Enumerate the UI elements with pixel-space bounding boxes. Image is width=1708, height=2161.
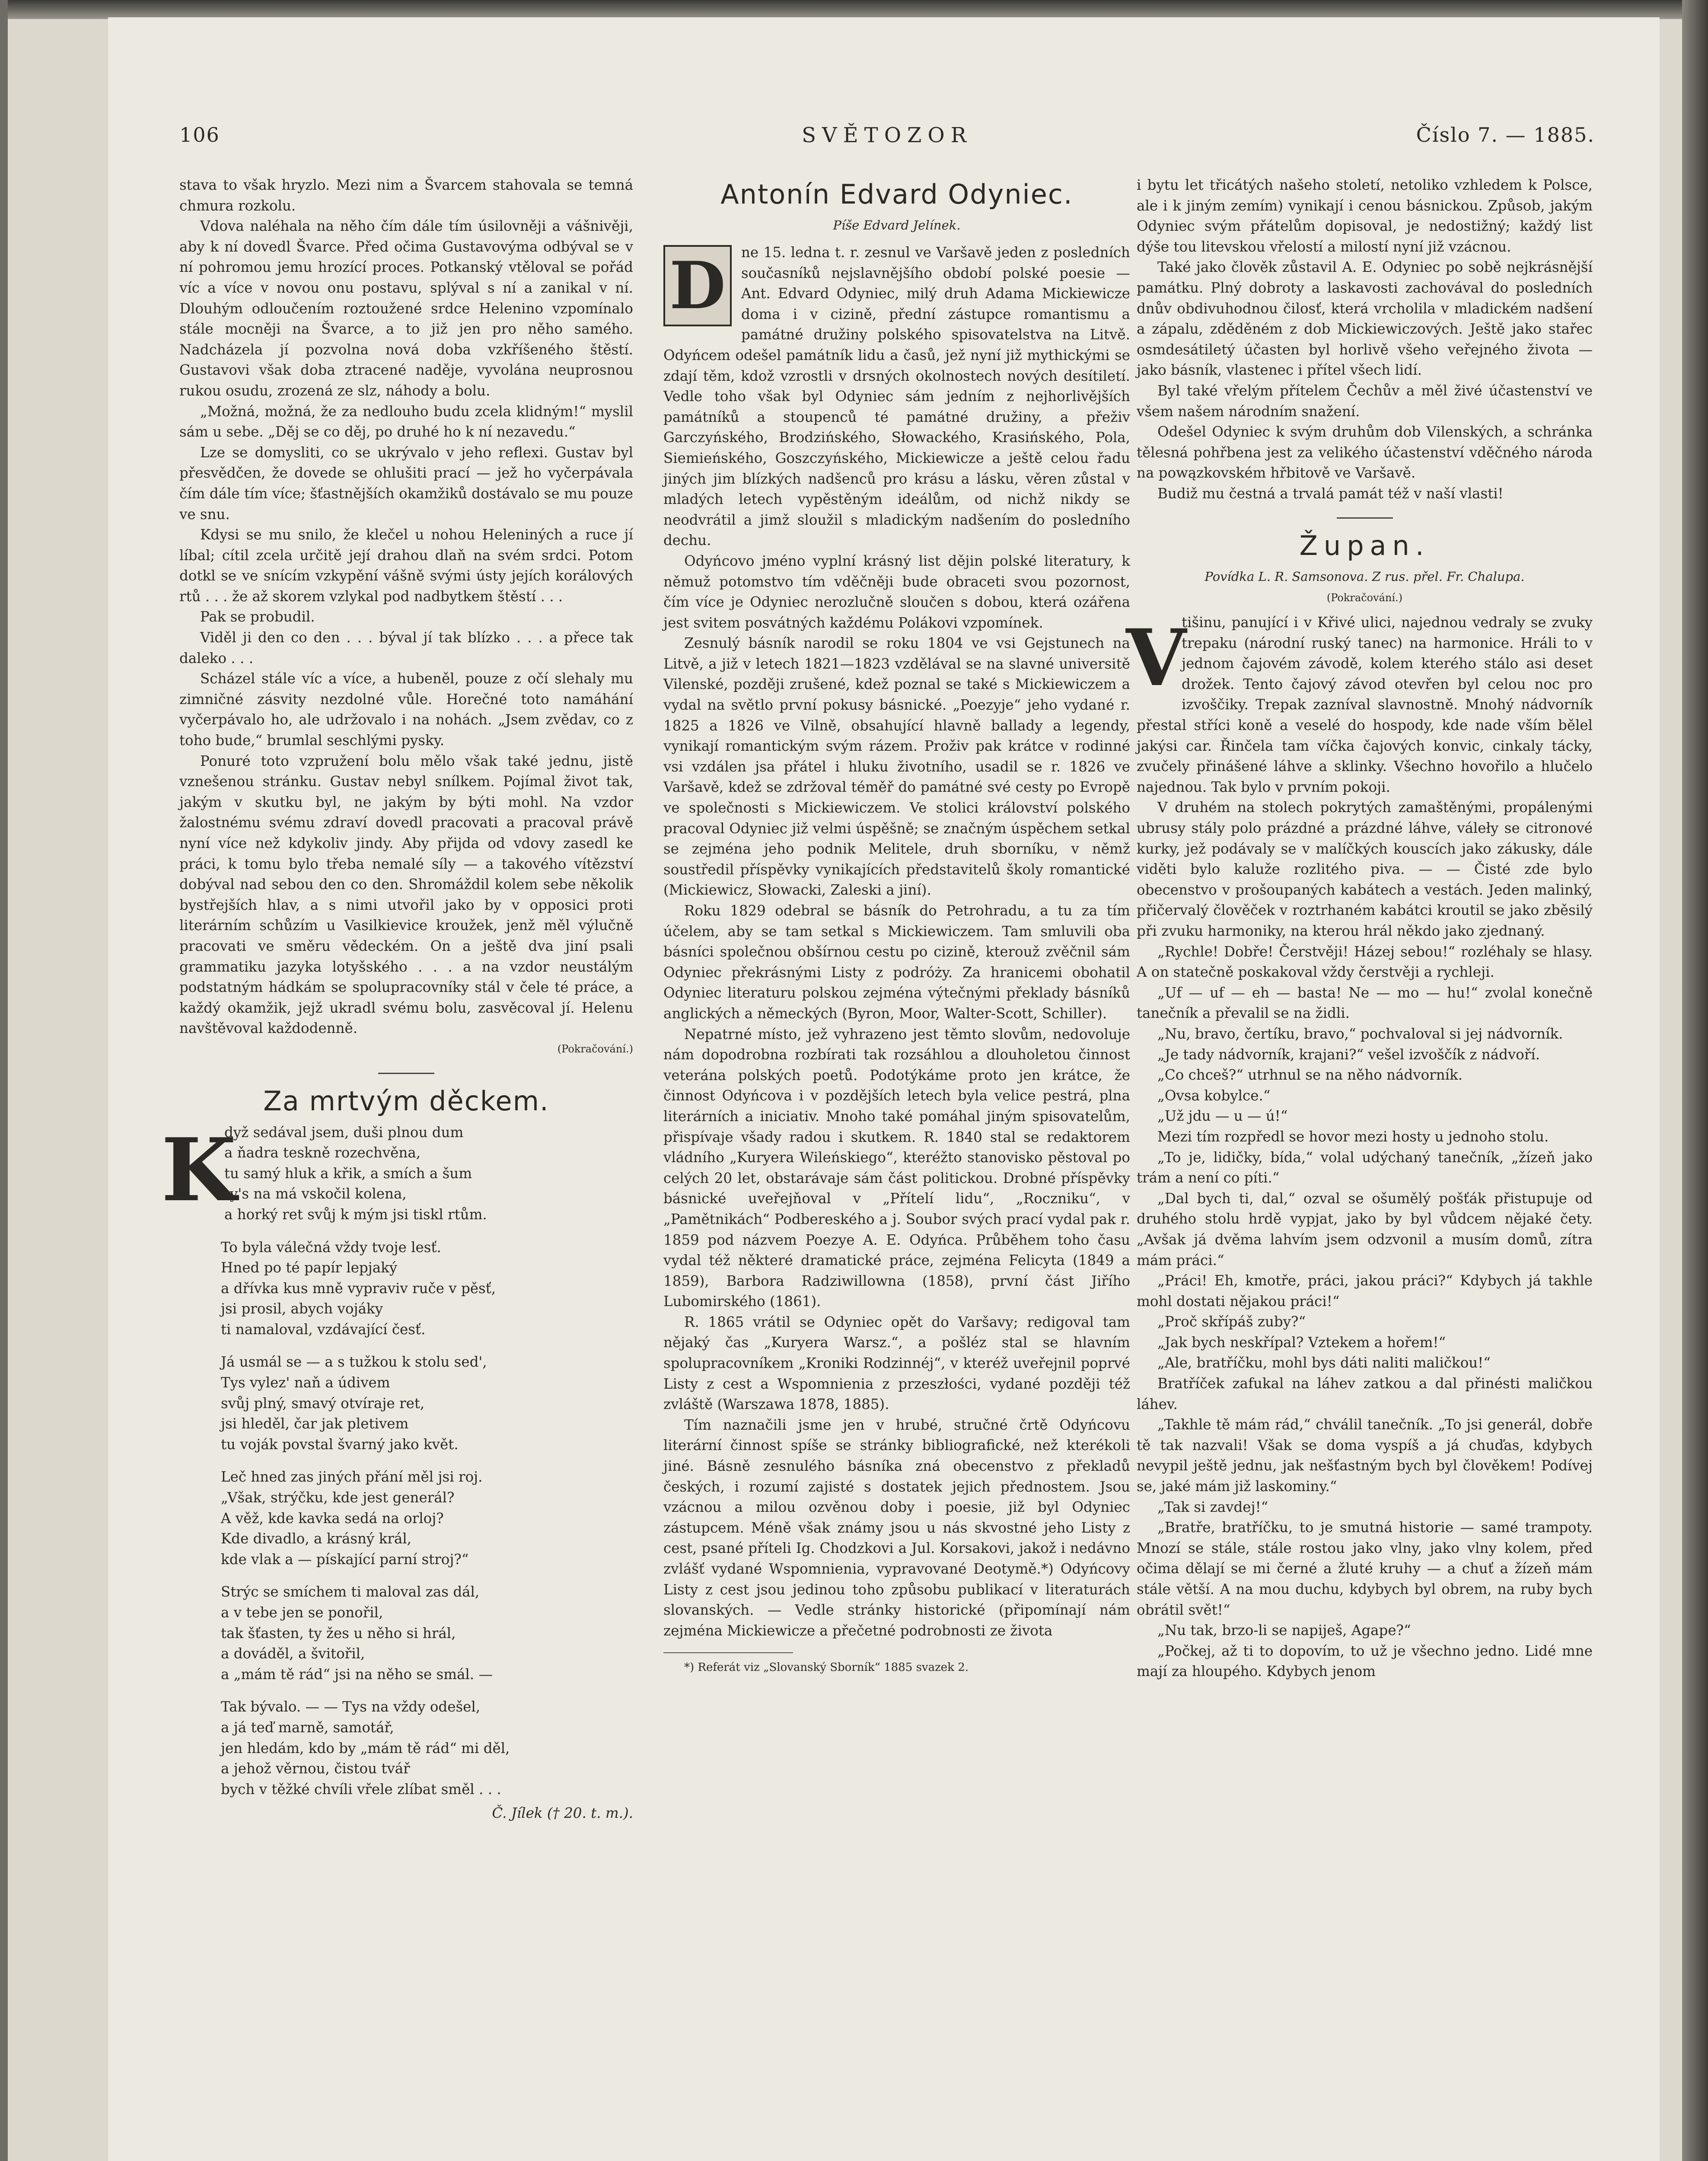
paragraph: Scházel stále víc a více, a hubeněl, pouze z očí slehaly mu zimničné zásvity nezdolné vůle. Horečné toto namáhání vyčerpávalo ho, ale udržovalo i na nohách. „Jsem zvědav, co z toho bude,“ brumlal seschlými pysky. — [179, 670, 633, 749]
paragraph: „Tak si zavdej!“ — [1157, 1498, 1268, 1515]
poem-line: a dřívka kus mně vypraviv ruče v pěsť, — [221, 1280, 496, 1297]
paragraph: Budiž mu čestná a trvalá památ též v naší vlasti! — [1157, 485, 1504, 502]
poem-line: tu samý hluk a křik, a smích a šum — [224, 1165, 472, 1182]
paragraph: „Bratře, bratříčku, to je smutná historie — samé trampoty. Mnozí se stále, stále rostou jako vlny, jako vlny kolem, před očima dělají se mi černé a žluté kruhy — a chuť a žízeň mám stále větší. A na mou duchu, kdybych byl obrem, na ruby bych obrátil svět!“ — [1137, 1519, 1593, 1618]
poem-line: Tak bývalo. — — Tys na vždy odešel, — [221, 1699, 481, 1715]
story-title: Župan. — [1299, 529, 1430, 561]
paragraph: tišinu, panující i v Křivé ulici, najednou vedraly se zvuky trepaku (národní ruský tanec) na harmonice. Hráli to v jednom čajovém závodě, kolem kterého stálo asi deset drožek. Tento čajový závod otevřen byl celou noc pro izvoščiky. Trepak zazníval slavnostně. Mnohý nádvorník přestal stříci koně a veselé do hospody, kde nade vším bělel jakýsi car. Řinčela tam víčka čajových konvic, cinkaly tácky, zvučely přinášené láhve a sklinky. Všechno hovořilo a hlučelo najednou. Tak bylo v prvním pokoji. — [1137, 614, 1593, 795]
drop-cap: K — [161, 1119, 236, 1221]
paragraph: „Ale, bratříčku, mohl bys dáti naliti maličkou!“ — [1157, 1355, 1491, 1371]
column-middle — [663, 175, 1130, 1676]
section-divider — [378, 1073, 434, 1074]
scan-top-edge — [0, 0, 1708, 19]
poem-line: Tys vylez' naň a údivem — [221, 1374, 390, 1391]
masthead: SVĚTOZOR — [802, 123, 972, 147]
paragraph: Lze se domysliti, co se ukrývalo v jeho reflexi. Gustav byl přesvědčen, že dovede se ohlušiti prací — jež ho vyčerpávala čím dále tím více; šťastnějších okamžiků dostávalo se mu pouze ve snu. — [179, 444, 633, 523]
scan-left-edge — [0, 0, 8, 2161]
page-header — [179, 123, 1595, 149]
paragraph: Viděl ji den co den . . . býval jí tak blízko . . . a přece tak daleko . . . — [179, 629, 633, 666]
paragraph: stava to však hryzlo. Mezi nim a Švarcem stahovala se temná chmura rozkolu. — [179, 177, 633, 214]
poem-line: To byla válečná vždy tvoje lesť. — [221, 1239, 441, 1256]
paragraph: i bytu let třicátých našeho století, netoliko vzhledem k Polsce, ale i k jiným zemím) vynikají i cenou básnickou. Způsob, jakým Odyniec svým přátelům dopisoval, je nedostižný; každý list dýše tou litevskou vřelostí a milostí nyní již vzácnou. — [1137, 177, 1593, 255]
article-byline: Píše Edvard Jelínek. — [833, 218, 961, 233]
poem-line: Kde divadlo, a krásný král, — [221, 1530, 411, 1547]
paragraph: Bratříček zafukal na láhev zatkou a dal přinésti maličkou láhev. — [1137, 1375, 1593, 1412]
section-divider — [1337, 517, 1393, 519]
footnote: *) Referát viz „Slovanský Sborník“ 1885 svazek 2. — [684, 1661, 969, 1674]
page-number: 106 — [179, 123, 220, 147]
paragraph: „Počkej, až ti to dopovím, to už je všechno jedno. Lidé mne mají za hloupého. Kdybych jenom — [1137, 1642, 1593, 1680]
poem-body — [161, 1119, 633, 1824]
poem-stanza — [161, 1119, 633, 1225]
paragraph: ne 15. ledna t. r. zesnul ve Varšavě jeden z posledních současníků nejslavnějšího období polské poesie — Ant. Edvard Odyniec, milý druh Adama Mickiewicze doma i v cizině, přední zástupce romantismu a památné družiny polského spisovatelstva na Litvě. Odyńcem odešel památník lidu a časů, jež nyní již mythickými se zdají těm, kdož vzrostli v drsných okolnostech nových desítiletí. Vedle toho však byl Odyniec sám jedním z nejhorlivějších památníků a stoupenců té památné družiny, a přeživ Garczyńského, Brodzińského, Słowackého, Krasińského, Pola, Siemieńského, Goszczyńského, Mickiewicze a ještě celou řadu jiných jim blízkých nadšenců pro krásu a lásku, věren zůstal v mladých letech vypěstěným ideálům, od nichž nikdy se neodvrátil a jimž sloužil s mladickým nadšením do posledního dechu. — [663, 244, 1130, 549]
paragraph: „Rychle! Dobře! Čerstvěji! Házej sebou!“ rozléhaly se hlasy. A on statečně poskakoval vždy čerstvěji a rychleji. — [1137, 943, 1593, 981]
issue-number: Číslo 7. — 1885. — [1416, 123, 1595, 147]
poem-line: svůj plný, smavý otvíraje ret, — [221, 1395, 425, 1412]
paragraph: Také jako člověk zůstavil A. E. Odyniec po sobě nejkrásnější památku. Plný dobroty a laskavosti zachovával do posledních dnův obdivuhodnou čilosť, která vrcholila v mladickém nadšení a zápalu, zděděném z dob Mickiewiczových. Ještě jako stařec osmdesátiletý účasten byl horlivě všeho veřejného života — jako básník, vlastenec i přítel všech lidí. — [1137, 259, 1593, 379]
paragraph: R. 1865 vrátil se Odyniec opět do Varšavy; redigoval tam nějaký čas „Kuryera Warsz.“, a pošléz stal se hlavním spolupracovníkem „Kroniki Rodzinnéj“, v kteréž uveřejnil poprvé Listy z cest a Wspomnienia z przeszłości, vydané později též zvláště (Warszawa 1878, 1885). — [663, 1313, 1130, 1413]
footnote-divider — [663, 1652, 793, 1653]
continued-note: (Pokračování.) — [557, 1042, 633, 1055]
paragraph: „Uf — uf — eh — basta! Ne — mo — hu!“ zvolal konečně tanečník a převalil se na židli. — [1137, 984, 1593, 1022]
poem-signature: Č. Jílek († 20. t. m.). — [492, 1805, 633, 1822]
poem-line: tak šťasten, ty žes u něho si hrál, — [221, 1625, 456, 1641]
paragraph: Byl také vřelým přítelem Čechův a měl živé účastenství ve všem našem národním snažení. — [1137, 382, 1593, 420]
paragraph: „Možná, možná, že za nedlouho budu zcela klidným!“ myslil sám u sebe. „Děj se co děj, po druhé ho k ní nezavedu.“ — [179, 403, 633, 440]
poem-line: Leč hned zas jiných přání měl jsi roj. — [221, 1469, 483, 1485]
drop-cap: D — [663, 245, 732, 326]
poem-line: jsi hleděl, čar jak pletivem — [221, 1415, 409, 1432]
poem-title: Za mrtvým děckem. — [263, 1085, 549, 1117]
poem-line: a ňadra teskně rozechvěna, — [224, 1144, 421, 1161]
paragraph: Zesnulý básník narodil se roku 1804 ve vsi Gejstunech na Litvě, a již v letech 1821—1823 vzdělával se na slavné universitě Vilenské, později zrušené, kdež poznal se také s Mickiewiczem a vydal na světlo první pokusy básnické. „Poezyje“ jeho vydané r. 1825 a 1826 ve Vilně, obsahující hlavně ballady a legendy, vynikají romantickým svým rázem. Proživ pak krátce v rodinné vsi vzdálen jsa přátel i hluku životního, usadil se r. 1826 ve Varšavě, kdež se zdržoval téměř do památné své cesty po Evropě ve společnosti s Mickiewiczem. Ve stolici království polského pracoval Odyniec již velmi úspěšně; se značným úspěchem setkal se zejména jeho podnik Melitele, druh sborníku, v němž soustředil příspěvky vynikajících představitelů školy romantické (Mickiewicz, Słowacki, Zaleski a jiní). — [663, 635, 1130, 899]
poem-line: dyž sedával jsem, duši plnou dum — [224, 1124, 464, 1141]
continued-note: (Pokračování.) — [1326, 591, 1403, 604]
poem-line: Já usmál se — a s tužkou k stolu sed', — [221, 1354, 487, 1371]
poem-stanza — [179, 1352, 633, 1455]
poem-line: a horký ret svůj k mým jsi tiskl rtům. — [224, 1206, 487, 1223]
paragraph: Roku 1829 odebral se básník do Petrohradu, a tu za tím účelem, aby se tam setkal s Mickiewiczem. Tam smluvili oba básníci společnou obšírnou cestu po cizině, kterouž zvěčnil sám Odyniec překrásnými Listy z podróży. Za hranicemi obohatil Odyniec literaturu polskou zejména výtečnými překlady básníků anglických a německých (Byron, Moor, Walter-Scott, Schiller). — [663, 902, 1130, 1022]
paragraph: „Ovsa kobylce.“ — [1157, 1087, 1271, 1104]
poem-line: jen hledám, kdo by „mám tě rád“ mi děl, — [221, 1740, 510, 1756]
poem-line: Strýc se smíchem ti maloval zas dál, — [221, 1584, 480, 1600]
poem-line: tu voják povstal švarný jako květ. — [221, 1436, 459, 1453]
paragraph: Ponuré toto vzpružení bolu mělo však také jednu, jistě vznešenou stránku. Gustav nebyl snílkem. Pojímal život tak, jakým v skutku byl, ne jakým by býti mohl. Na vzdor žalostnému svému zdraví dovedl pracovati a pracoval právě nyní více než kdykoliv jindy. Aby přijda od vdovy zasedl ke práci, k tomu bylo třeba nemalé síly — a takového vítězství dobýval nad sebou den co den. Shromáždil kolem sebe několik bystřejších hlav, a s nimi utvořil jako by v opposici proti literárním schůzím u Vasilkievice kroužek, jenž měl výlučně pracovati ve směru vědeckém. On a ještě dva jiní psali grammatiku jazyka lotyšského . . . a na vzdor neustálým podstatným hádkám se spolupracovníky stál v čele té práce, a každý okamžik, jejž ukradl svému bolu, zasvěcoval jí. Helenu navštěvoval každodenně. — [179, 752, 633, 1037]
paragraph: Nepatrné místo, jež vyhrazeno jest těmto slovům, nedovoluje nám dopodrobna rozbírati tak rozsáhlou a dlouholetou činnost veterána polských poetů. Podotýkáme proto jen krátce, že činnost Odyńcova i v pozdějších letech byla velice pestrá, plna literárních a iniciativ. Mnoho také pomáhal jiným spisovatelům, přispívaje všady radou i skutkem. R. 1840 stal se redaktorem vládního „Kuryera Wileńskiego“, kteréžto stanovisko pěstoval po celých 20 let, obstarávaje sám část politickou. Drobné příspěvky básnické uveřejňoval v „Přítelí lidu“, „Roczniku“, v „Pamětnikách“ Podbereského a j. Soubor svých prací vydal pak r. 1859 pod názvem Poezye A. E. Odyńca. Průběhem toho času vydal též některé dramatické práce, zejména Felicyta (1849 a 1859), Barbora Radziwillowna (1858), první část Jiřího Lubomirského (1861). — [663, 1026, 1130, 1310]
poem-line: a já teď marně, samotář, — [221, 1719, 394, 1736]
paragraph: „Takhle tě mám rád,“ chválil tanečník. „To jsi generál, dobře tě tak nazvali! Však se doma vyspíš a já chuďas, kdybych nevypil ještě jednu, jak nešťastným bych byl člověkem! Podívej se, jaké mám již laskominy.“ — [1137, 1416, 1593, 1495]
article-title: Antonín Edvard Odyniec. — [720, 178, 1073, 210]
paragraph: „To je, lidičky, bída,“ volal udýchaný tanečník, „žízeň jako trám a není co píti.“ — [1137, 1149, 1593, 1186]
paragraph: Vdova naléhala na něho čím dále tím úsilovněji a vášnivěji, aby k ní dovedl Švarce. Před očima Gustavovýma odbýval se v ní pohromou jemu hrozící proces. Potkanský vtěloval se pořád víc a více v novou onu postavu, splýval s ní a zanikal v ní. Dlouhým odloučením roztoužené srdce Helenino vzpomínalo stále mocněji na Švarce, a to již jen pro něho samého. Nadcházela jí pozvolna nová doba vzkříšeného štěstí. Gustavovi však doba ztracené naděje, vyvolána neuprosnou rukou osudu, zrozená ze slz, náhody a bolu. — [179, 218, 633, 399]
poem-stanza — [179, 1467, 633, 1570]
paragraph: „Dal bych ti, dal,“ ozval se ošumělý pošťák přistupuje od druhého stolu hrdě vypjat, jako by byl vůdcem nějaké čety. „Avšak já dvěma lahvím jsem odzvonil a musím domů, zítra mám práci.“ — [1137, 1190, 1593, 1269]
poem-line: kde vlak a — pískající parní stroj?“ — [221, 1551, 469, 1568]
paragraph: „Práci! Eh, kmotře, práci, jakou práci?“ Kdybych já takhle mohl dostati nějakou práci!“ — [1137, 1272, 1593, 1310]
poem-stanza — [179, 1697, 633, 1800]
paragraph: „Jak bych neskřípal? Vztekem a hořem!“ — [1157, 1334, 1446, 1351]
poem-line: ty's na má vskočil kolena, — [224, 1186, 407, 1202]
paragraph: Pak se probudil. — [200, 609, 315, 625]
poem-line: a dováděl, a švitořil, — [221, 1645, 365, 1662]
paragraph: „Už jdu — u — ú!“ — [1157, 1108, 1288, 1125]
scan-right-edge — [1682, 0, 1708, 2161]
paragraph: „Proč skřípáš zuby?“ — [1157, 1313, 1306, 1330]
poem-line: ti namaloval, vzdávající česť. — [221, 1321, 426, 1338]
column-left — [161, 175, 633, 1824]
paragraph: Kdysi se mu snilo, že klečel u nohou Heleniných a ruce jí líbal; cítil zcela určitě její drahou dlaň na svém srdci. Potom dotkl se ve snícím vzkypění vášně svými ústy jejích korálových rtů . . . že až skorem vzlykal pod nadbytkem štěstí . . . — [179, 526, 633, 605]
poem-stanza — [179, 1237, 633, 1340]
paragraph: Odešel Odyniec k svým druhům dob Vilenských, a schránka tělesná pohřbena jest za velikého účastenství vděčného národa na powązkovském hřbitově ve Varšavě. — [1137, 424, 1593, 481]
paragraph: Tím naznačili jsme jen v hrubé, stručné črtě Odyńcovu literární činnost spíše se stránky bibliografické, než kterékoli jiné. Básně zesnulého básníka zná obecenstvo z překladů českých, i rozumí zajisté s dostatek jejich přednostem. Jsou vzácnou a milou ozvěnou doby i poesie, již byl Odyniec zástupcem. Méně však známy jsou u nás skvostné jeho Listy z cest, psané příteli Ig. Chodzkovi a Jul. Korsakovi, jakož i nedávno zvlášť vydané Wspomnienia, vypravované Deotymě.*) Odyńcovy Listy z cest jsou jedinou toho způsobu publikací v literaturách slovanských. — Vedle stránky historické (připomínají nám zejména Mickiewicze a přečetné podrobnosti ze života — [663, 1416, 1130, 1639]
poem-line: A věž, kde kavka sedá na orloj? — [221, 1510, 444, 1527]
paragraph: Odyńcovo jméno vyplní krásný list dějin polské literatury, k němuž potomstvo tím vděčněji bude obraceti svou pozornost, čím více je Odyniec nerozlučně sloučen s dobou, která ozářena jest svitem posvátných každému Polákovi vzpomínek. — [663, 552, 1130, 631]
drop-cap: V — [1126, 612, 1186, 704]
paragraph: Mezi tím rozpředl se hovor mezi hosty u jednoho stolu. — [1157, 1128, 1549, 1145]
paragraph: „Je tady nádvorník, krajani?“ vešel izvoščík z nádvoří. — [1157, 1046, 1540, 1063]
column-right — [1126, 175, 1593, 1682]
poem-line: Hned po té papír lepjaký — [221, 1259, 398, 1276]
paragraph: „Co chceš?“ utrhnul se na něho nádvorník. — [1157, 1067, 1463, 1084]
poem-line: bych v těžké chvíli vřele zlíbat směl . . . — [221, 1781, 501, 1798]
story-byline: Povídka L. R. Samsonova. Z rus. přel. Fr. Chalupa. — [1205, 569, 1525, 584]
poem-line: jsi prosil, abych vojáky — [221, 1300, 383, 1317]
poem-stanza — [179, 1582, 633, 1685]
poem-line: a v tebe jen se ponořil, — [221, 1604, 383, 1621]
paragraph: V druhém na stolech pokrytých zamaštěnými, propálenými ubrusy stály polo prázdné a prázdné láhve, váleły se citronové kurky, jež podávaly se v malíčkých kouscích jako zákusky, dále viděti bylo kaluže rozlitého piva. — — Čisté zde bylo obecenstvo v prošoupaných kabátech a vestách. Jeden malinký, přičervalý člověček v roztrhaném kabátci kroutil se jako zběsilý při zvuku harmoniky, na kterou hrál někdo jako zjednaný. — [1137, 799, 1593, 939]
poem-line: a jehož věrnou, čistou tvář — [221, 1760, 410, 1777]
poem-line: „Však, strýčku, kde jest generál? — [221, 1489, 455, 1506]
poem-line: a „mám tě rád“ jsi na něho se smál. — — [221, 1666, 493, 1683]
paragraph: „Nu tak, brzo-li se napiješ, Agape?“ — [1157, 1622, 1411, 1639]
paragraph: „Nu, bravo, čertíku, bravo,“ pochvaloval si jej nádvorník. — [1157, 1025, 1563, 1042]
